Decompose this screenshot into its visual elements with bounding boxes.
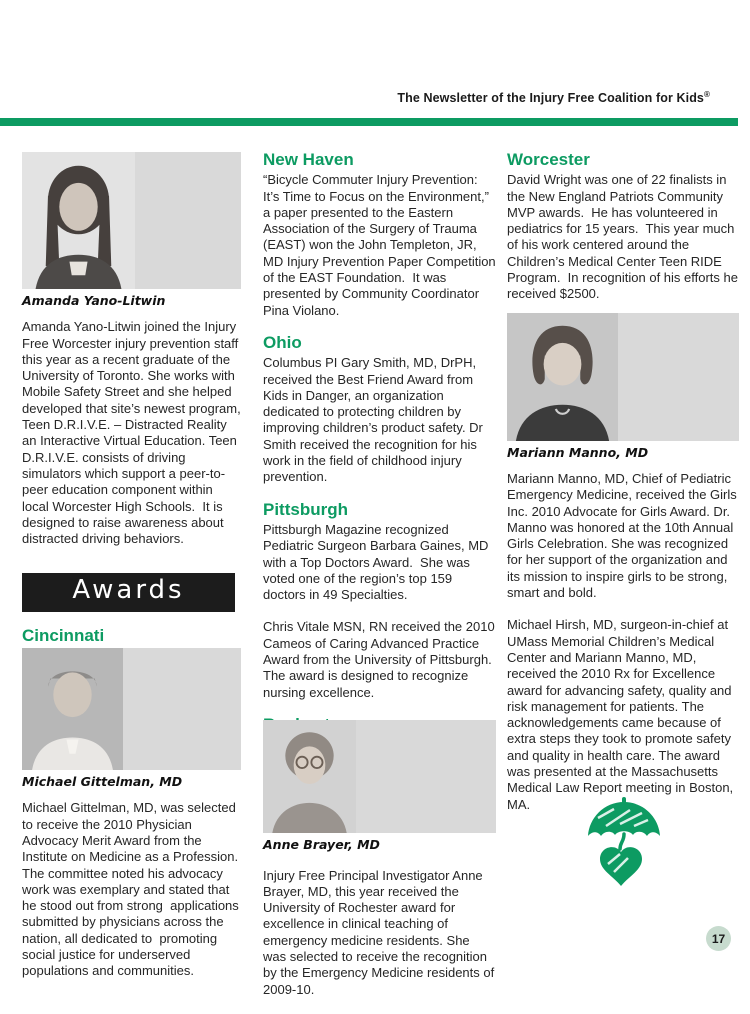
awards-section-banner: Awards (22, 573, 235, 611)
amanda-yano-litwin-caption: Amanda Yano-Litwin (22, 293, 166, 308)
pittsburgh-heading: Pittsburgh (263, 499, 348, 519)
amanda-yano-litwin-paragraph: Amanda Yano-Litwin joined the Injury Free Worcester injury prevention staff this year as a recent graduate of the University of Toronto. She works with Mobile Safety Street and she helped developed that site’s newest program, Teen D.R.I.V.E. – Distracted Reality an Interactive Virtual Education. Teen D.R.I.V.E. consists of driving simulators which support a peer-to-peer education component within local Worcester High Schools. It is designed to raise awareness about distracted driving behaviors. (22, 319, 245, 547)
portrait-placeholder (507, 313, 618, 441)
masthead-text: The Newsletter of the Injury Free Coalition for Kids (397, 91, 704, 106)
green-divider-bar (0, 118, 738, 126)
newsletter-masthead (397, 90, 710, 105)
worcester-heading: Worcester (507, 150, 590, 169)
pittsburgh-paragraph-1: Pittsburgh Magazine recognized Pediatric Surgeon Barbara Gaines, MD with a Top Doctors Award. She was voted one of the region’s top 159 doctors in 49 Specialties. (263, 521, 493, 603)
portrait-placeholder (263, 720, 356, 833)
portrait-placeholder (22, 152, 135, 289)
new-haven-paragraph: “Bicycle Commuter Injury Prevention: It’s Time to Focus on the Environment,” a paper presented to the Eastern Association of the Surgery of Trauma (EAST) won the John Templeton, JR, MD Injury Prevention Paper Competition of the EAST Foundation. It was presented by Community Coordinator Pina Violano. (263, 172, 500, 318)
middle-column (263, 150, 500, 1014)
ohio-heading: Ohio (263, 332, 302, 352)
rochester-section (263, 717, 496, 998)
michael-gittelman-photo (22, 648, 241, 770)
page-number-badge: 17 (706, 926, 731, 951)
anne-brayer-caption: Anne Brayer, MD (263, 837, 380, 853)
mariann-manno-paragraph: Mariann Manno, MD, Chief of Pediatric Emergency Medicine, received the Girls Inc. 2010 Advocate for Girls Award. Dr. Manno was honored at the 10th Annual Girls Celebration. She was recognized for her support of the organization and its mission to inspire girls to be strong, smart and bold. (507, 470, 741, 601)
pittsburgh-paragraph-2: Chris Vitale MSN, RN received the 2010 Cameos of Caring Advanced Practice Award from the University of Pittsburgh. The award is designed to recognize nursing excellence. (263, 619, 499, 700)
right-column (507, 150, 742, 829)
portrait-placeholder (22, 648, 123, 770)
amanda-yano-litwin-photo (22, 152, 241, 289)
registered-trademark-symbol: ® (704, 90, 710, 99)
michael-gittelman-caption: Michael Gittelman, MD (22, 774, 183, 790)
ohio-paragraph: Columbus PI Gary Smith, MD, DrPH, received the Best Friend Award from Kids in Danger, an organization dedicated to protecting children by improving children’s product safety. Dr Smith received the recognition for his work in the field of childhood injury prevention. (263, 355, 487, 485)
anne-brayer-paragraph: Injury Free Principal Investigator Anne Brayer, MD, this year received the University of Rochester award for excellence in clinical teaching of emergency medicine residents. She was selected to receive the recognition by the Emergency Medicine residents of 2009-10. (263, 867, 498, 997)
anne-brayer-photo (263, 720, 496, 833)
new-haven-heading: New Haven (263, 150, 354, 169)
michael-gittelman-paragraph: Michael Gittelman, MD, was selected to receive the 2010 Physician Advocacy Merit Award from the Institute on Medicine as a Profession. The committee noted his advocacy work was exemplary and stated that he stood out from strong applications submitted by physicians across the nation, all dedicated to promoting social justice for underserved populations and communities. (22, 800, 243, 979)
mariann-manno-photo (507, 313, 739, 441)
hirsh-manno-paragraph: Michael Hirsh, MD, surgeon-in-chief at UMass Memorial Children’s Medical Center and Mariann Manno, MD, received the 2010 Rx for Excellence award for advancing safety, quality and risk management for patients. The acknowledgements came because of extra steps they took to promote safety and quality in health care. The award was presented at the Massachusetts Medical Law Report meeting in Boston, MA. (507, 617, 737, 812)
umbrella-heart-logo (584, 796, 664, 890)
left-column (22, 152, 245, 996)
worcester-paragraph: David Wright was one of 22 finalists in the New England Patriots Community MVP awards. He has volunteered in pediatrics for 15 years. This year much of his work centered around the Children’s Medical Center Teen RIDE Program. In recognition of his efforts he received $2500. (507, 172, 742, 302)
mariann-manno-caption: Mariann Manno, MD (507, 444, 649, 460)
cincinnati-heading: Cincinnati (22, 625, 105, 645)
